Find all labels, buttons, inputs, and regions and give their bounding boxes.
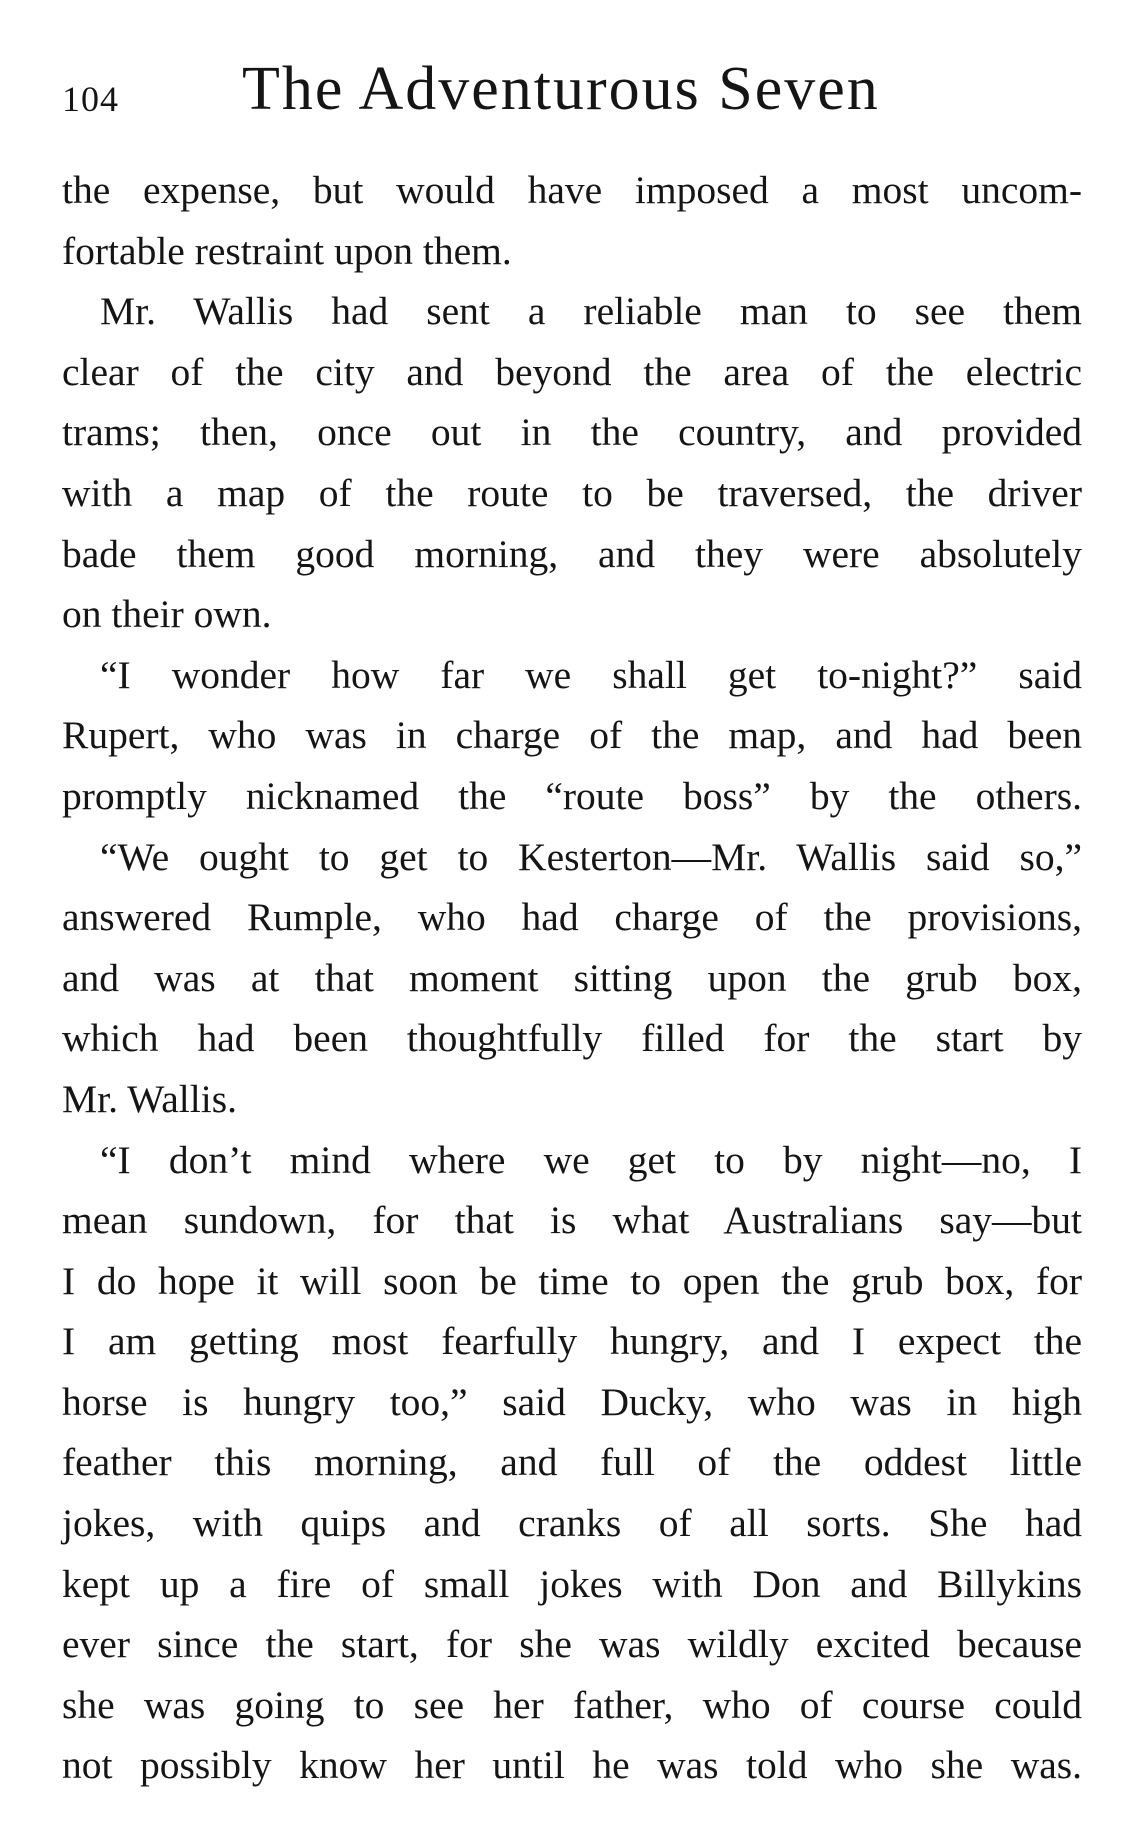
text-line: trams; then, once out in the country, and provided xyxy=(62,410,1082,455)
text-line: the expense, but would have imposed a most uncom- xyxy=(62,168,1082,212)
text-line: fortable restraint upon them. xyxy=(62,228,512,273)
page-header xyxy=(62,48,1062,138)
text-line: feather this morning, and full of the oddest little xyxy=(62,1440,1082,1485)
body-text xyxy=(62,160,1082,1796)
text-line: bade them good morning, and they were absolutely xyxy=(62,531,1082,576)
text-line: “I wonder how far we shall get to-night?” said xyxy=(100,652,1082,697)
text-line: “I don’t mind where we get to by night—no, I xyxy=(100,1137,1082,1182)
text-line: which had been thoughtfully filled for the start by xyxy=(62,1016,1082,1061)
text-line: I do hope it will soon be time to open the grub box, for xyxy=(62,1258,1082,1303)
text-line: Mr. Wallis. xyxy=(62,1076,237,1121)
text-line: not possibly know her until he was told who she was. xyxy=(62,1743,1082,1788)
text-line: and was at that moment sitting upon the grub box, xyxy=(62,955,1082,1000)
text-line: jokes, with quips and cranks of all sorts. She had xyxy=(62,1501,1082,1546)
text-line: kept up a fire of small jokes with Don and Billykins xyxy=(62,1561,1082,1606)
text-line: promptly nicknamed the “route boss” by the others. xyxy=(62,773,1082,818)
text-line: “We ought to get to Kesterton—Mr. Wallis said so,” xyxy=(100,834,1082,879)
page-number: 104 xyxy=(62,79,119,119)
text-line: Mr. Wallis had sent a reliable man to see them xyxy=(100,289,1082,334)
text-line: horse is hungry too,” said Ducky, who was in high xyxy=(62,1379,1082,1424)
running-title: The Adventurous Seven xyxy=(242,55,880,123)
text-line: answered Rumple, who had charge of the provisions, xyxy=(62,895,1082,940)
text-line: I am getting most fearfully hungry, and I expect the xyxy=(62,1319,1082,1364)
text-line: she was going to see her father, who of course could xyxy=(62,1682,1082,1727)
text-line: clear of the city and beyond the area of the electric xyxy=(62,349,1082,394)
text-line: Rupert, who was in charge of the map, and had been xyxy=(62,713,1082,758)
text-line: with a map of the route to be traversed, the driver xyxy=(62,470,1082,515)
text-line: mean sundown, for that is what Australians say—but xyxy=(62,1198,1082,1243)
text-line: on their own. xyxy=(62,592,272,637)
text-line: ever since the start, for she was wildly excited because xyxy=(62,1622,1082,1667)
